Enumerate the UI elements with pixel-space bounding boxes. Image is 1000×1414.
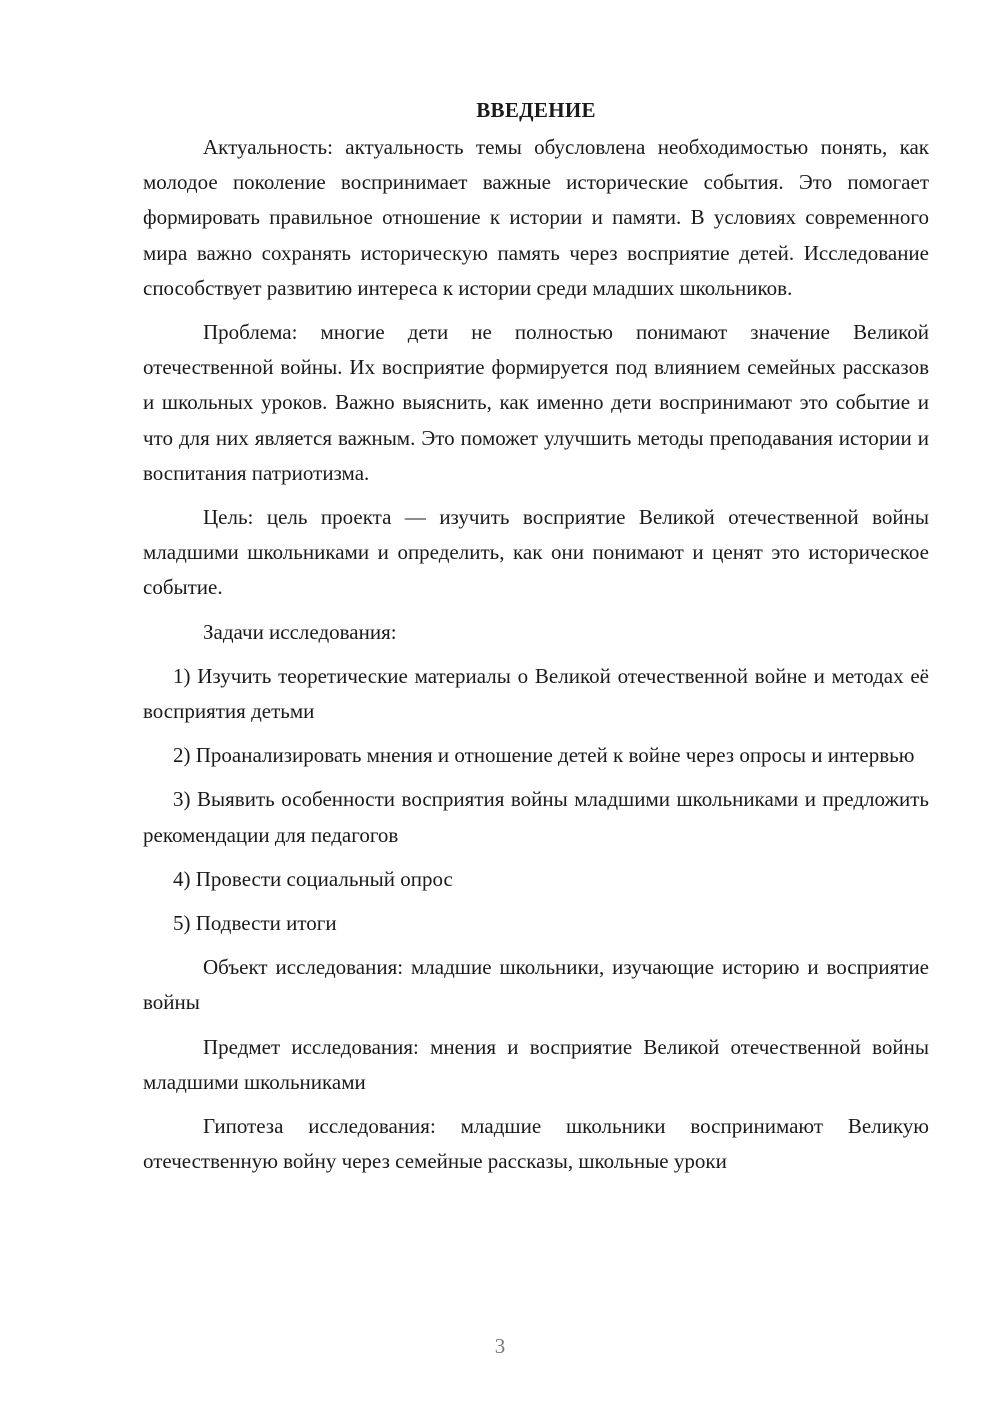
paragraph-problem: Проблема: многие дети не полностью понимают значение Великой отечественной войны. Их восприятие формируется под влиянием семейных рассказов и школьных уроков. Важно выяснить, как именно дети воспринимают это событие и что для них является важным. Это поможет улучшить методы преподавания истории и воспитания патриотизма.	[143, 320, 929, 485]
paragraph-hypothesis: Гипотеза исследования: младшие школьники воспринимают Великую отечественную войну через семейные рассказы, школьные уроки	[143, 1114, 929, 1174]
task-item: 4) Провести социальный опрос	[173, 866, 453, 891]
paragraph-tasks-heading: Задачи исследования:	[203, 619, 397, 644]
page-title: ВВЕДЕНИЕ	[476, 98, 596, 122]
task-item: 5) Подвести итоги	[173, 911, 337, 936]
paragraph-object: Объект исследования: младшие школьники, изучающие историю и восприятие войны	[143, 955, 929, 1015]
document-page	[143, 92, 929, 1179]
paragraph-subject: Предмет исследования: мнения и восприятие Великой отечественной войны младшими школьниками	[143, 1034, 929, 1094]
task-item: 3) Выявить особенности восприятия войны младшими школьниками и предложить рекомендации для педагогов	[143, 787, 929, 847]
paragraph-relevance: Актуальность: актуальность темы обусловлена необходимостью понять, как молодое поколение воспринимает важные исторические события. Это помогает формировать правильное отношение к истории и памяти. В условиях современного мира важно сохранять историческую память через восприятие детей. Исследование способствует развитию интереса к истории среди младших школьников.	[143, 135, 929, 300]
task-item: 1) Изучить теоретические материалы о Великой отечественной войне и методах её восприятия детьми	[143, 663, 929, 724]
task-item: 2) Проанализировать мнения и отношение детей к войне через опросы и интервью	[173, 743, 915, 768]
paragraph-goal: Цель: цель проекта — изучить восприятие Великой отечественной войны младшими школьниками и определить, как они понимают и ценят это историческое событие.	[143, 505, 929, 600]
page-number: 3	[494, 1334, 506, 1358]
